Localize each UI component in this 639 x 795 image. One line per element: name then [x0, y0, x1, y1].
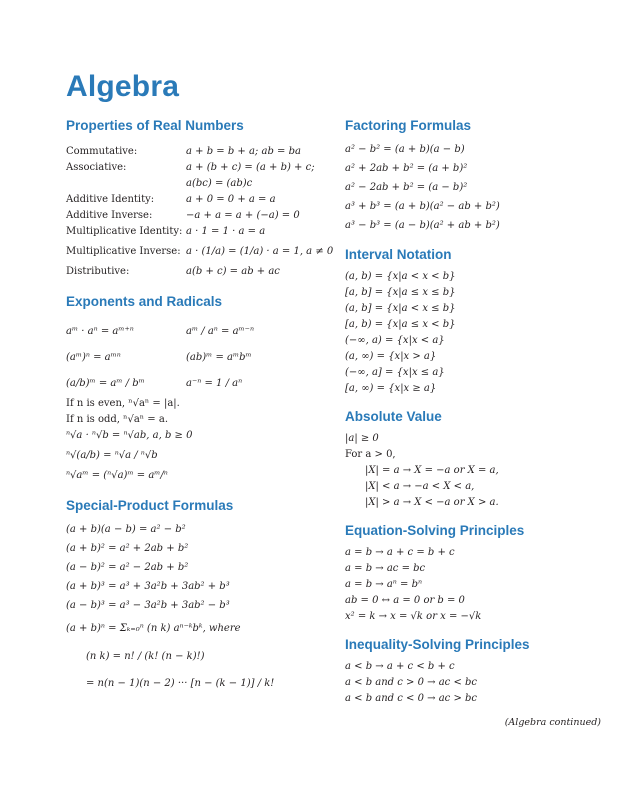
- property-row: Multiplicative Inverse: a · (1/a) = (1/a) · a = 1, a ≠ 0: [66, 246, 334, 257]
- formula-line: (n k) = n! / (k! (n − k)!): [86, 651, 205, 662]
- left-column: [66, 118, 334, 697]
- formula-line: = n(n − 1)(n − 2) ··· [n − (k − 1)] / k!: [86, 678, 275, 689]
- exponent-pair: (a/b)ᵐ = aᵐ / bᵐ a⁻ⁿ = 1 / aⁿ: [66, 377, 243, 389]
- equation-line: a = b → a + c = b + c: [345, 547, 455, 558]
- equation-line: a = b → aⁿ = bⁿ: [345, 579, 423, 590]
- properties-list: [66, 144, 334, 280]
- radical-line: If n is even, ⁿ√aⁿ = |a|.: [66, 398, 180, 409]
- formula-line: a² − 2ab + b² = (a − b)²: [345, 182, 468, 193]
- property-row: Associative: a + (b + c) = (a + b) + c;: [66, 162, 315, 173]
- formula-line: a² − b² = (a + b)(a − b): [345, 144, 465, 155]
- property-row: Multiplicative Identity: a · 1 = 1 · a = a: [66, 226, 266, 237]
- absolute-line: |X| = a → X = −a or X = a,: [365, 465, 499, 476]
- inequality-line: a < b → a + c < b + c: [345, 661, 455, 672]
- interval-heading: Interval Notation: [345, 247, 452, 262]
- formula-line: a³ − b³ = (a − b)(a² + ab + b²): [345, 220, 500, 231]
- interval-line: (a, b] = {x|a < x ≤ b}: [345, 303, 456, 314]
- interval-line: (−∞, a] = {x|x ≤ a}: [345, 367, 445, 378]
- property-row: Commutative: a + b = b + a; ab = ba: [66, 146, 301, 157]
- formula-line: (a + b)ⁿ = Σₖ₌₀ⁿ (n k) aⁿ⁻ᵏbᵏ, where: [66, 623, 241, 634]
- formula-line: a² + 2ab + b² = (a + b)²: [345, 163, 468, 174]
- absolute-line: |a| ≥ 0: [345, 433, 379, 444]
- radical-line: ⁿ√(a/b) = ⁿ√a / ⁿ√b: [66, 450, 158, 461]
- inequality-heading: Inequality-Solving Principles: [345, 637, 530, 652]
- exponents-heading: Exponents and Radicals: [66, 294, 223, 309]
- radical-line: ⁿ√aᵐ = (ⁿ√a)ᵐ = aᵐ/ⁿ: [66, 470, 168, 481]
- inequality-list: [345, 659, 605, 707]
- radical-line: ⁿ√a · ⁿ√b = ⁿ√ab, a, b ≥ 0: [66, 430, 193, 441]
- formula-line: a³ + b³ = (a + b)(a² − ab + b²): [345, 201, 500, 212]
- formula-line: (a + b)² = a² + 2ab + b²: [66, 543, 189, 554]
- interval-list: [345, 269, 605, 397]
- equation-line: a = b → ac = bc: [345, 563, 426, 574]
- interval-line: (a, b) = {x|a < x < b}: [345, 271, 456, 282]
- continued-note: (Algebra continued): [504, 717, 601, 728]
- absolute-line: For a > 0,: [345, 449, 396, 460]
- property-row: Distributive: a(b + c) = ab + ac: [66, 266, 280, 277]
- interval-line: (a, ∞) = {x|x > a}: [345, 351, 437, 362]
- formula-line: (a + b)³ = a³ + 3a²b + 3ab² + b³: [66, 581, 230, 592]
- inequality-line: a < b and c < 0 → ac > bc: [345, 693, 477, 704]
- equation-list: [345, 545, 605, 625]
- absolute-line: |X| < a → −a < X < a,: [365, 481, 475, 492]
- exponent-pair: (aᵐ)ⁿ = aᵐⁿ (ab)ᵐ = aᵐbᵐ: [66, 351, 252, 363]
- equation-line: ab = 0 ↔ a = 0 or b = 0: [345, 595, 465, 606]
- absolute-line: |X| > a → X < −a or X > a.: [365, 497, 499, 508]
- interval-line: [a, b] = {x|a ≤ x ≤ b}: [345, 287, 456, 298]
- property-row: Additive Inverse: −a + a = a + (−a) = 0: [66, 210, 300, 221]
- formula-line: (a + b)(a − b) = a² − b²: [66, 524, 186, 535]
- exponent-pair: aᵐ · aⁿ = aᵐ⁺ⁿ aᵐ / aⁿ = aᵐ⁻ⁿ: [66, 325, 254, 337]
- inequality-line: a < b and c > 0 → ac < bc: [345, 677, 477, 688]
- absolute-list: [345, 431, 605, 511]
- special-heading: Special-Product Formulas: [66, 498, 234, 513]
- property-row: Additive Identity: a + 0 = 0 + a = a: [66, 194, 276, 205]
- factoring-list: [345, 140, 605, 235]
- equation-line: x² = k → x = √k or x = −√k: [345, 611, 482, 622]
- right-column: [345, 118, 605, 707]
- formula-line: (a − b)² = a² − 2ab + b²: [66, 562, 189, 573]
- radical-line: If n is odd, ⁿ√aⁿ = a.: [66, 414, 169, 425]
- exponents-list: [66, 318, 316, 484]
- formula-line: (a − b)³ = a³ − 3a²b + 3ab² − b³: [66, 600, 230, 611]
- factoring-heading: Factoring Formulas: [345, 118, 472, 133]
- interval-line: [a, ∞) = {x|x ≥ a}: [345, 383, 437, 394]
- properties-heading: Properties of Real Numbers: [66, 118, 244, 133]
- interval-line: [a, b) = {x|a ≤ x < b}: [345, 319, 456, 330]
- property-row: a(bc) = (ab)c: [186, 178, 253, 189]
- interval-line: (−∞, a) = {x|x < a}: [345, 335, 445, 346]
- special-list: [66, 520, 316, 697]
- page-title: Algebra: [66, 70, 180, 103]
- equation-heading: Equation-Solving Principles: [345, 523, 525, 538]
- absolute-heading: Absolute Value: [345, 409, 442, 424]
